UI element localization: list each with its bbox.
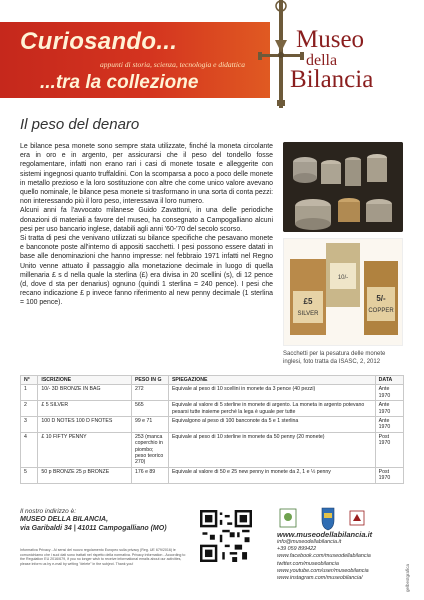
svg-text:£5: £5 [303, 297, 313, 306]
table-header-row [21, 376, 404, 385]
address-block [20, 508, 180, 533]
svg-text:SILVER: SILVER [297, 311, 319, 317]
regione-logo-icon [280, 509, 296, 527]
address-street: via Garibaldi 34 | 41011 Campogalliano (MO) [20, 525, 167, 532]
cell-spiegazione: Equivale al peso di 10 scellini in monete da 3 pence (40 pezzi) [168, 385, 375, 401]
cell-n: 3 [21, 417, 38, 433]
weights-table [20, 375, 404, 484]
cell-data: Ante 1970 [375, 385, 403, 401]
cell-peso: 176 e 89 [131, 467, 168, 483]
table-row [21, 417, 404, 433]
cell-peso: 272 [131, 385, 168, 401]
header-iscrizione: ISCRIZIONE [38, 376, 132, 385]
cell-spiegazione: Equivale al valore di 5 sterline in monete di argento. La moneta in argento potevano pesarsi tutte insieme perché la lega è uguale per tutte [168, 401, 375, 417]
curiosando-banner [0, 22, 270, 98]
address-intro: Il nostro indirizzo è: [20, 508, 76, 515]
banner-title: Curiosando... [20, 28, 178, 55]
cell-n: 2 [21, 401, 38, 417]
comune-crest-icon [322, 508, 334, 530]
banner-tagline: ...tra la collezione [40, 72, 199, 93]
website-link[interactable]: www.museodellabilancia.it [277, 530, 373, 539]
cell-iscrizione: 10/- 3D BRONZE IN BAG [38, 385, 132, 401]
phone-number: +39 059 899422 [277, 546, 317, 553]
twitter-link[interactable]: twitter.com/museobilancia [277, 560, 339, 567]
cell-data: Post 1970 [375, 432, 403, 467]
youtube-link[interactable]: www.youtube.com/user/museobilancia [277, 567, 369, 574]
banner-subtitle: appunti di storia, scienza, tecnologia e didattica [100, 60, 245, 69]
cell-n: 1 [21, 385, 38, 401]
logo-della: della [306, 52, 338, 69]
article-title: Il peso del denaro [20, 116, 140, 133]
photo-caption: Sacchetti per la pesatura delle monete inglesi, foto tratta da ISASC, 2, 2012 [283, 351, 386, 365]
table-row [21, 401, 404, 417]
article-paragraph: Alcuni anni fa l'avvocato milanese Guido Zavattoni, in una delle periodiche donazioni di materiali a favore del museo, ha consegnato a Campogalliano alcuni pesi per uso bancario inglese, databili agli anni '60-'70 del secolo scorso. [20, 207, 273, 233]
table-row [21, 385, 404, 401]
logo-bilancia: Bilancia [290, 66, 374, 93]
svg-text:10/-: 10/- [337, 275, 349, 281]
article-paragraph: Si tratta di pesi che venivano utilizzati su bilance specifiche che pesavano monete e banconote poste all'interno di appositi sacchetti. I pesi possono essere datati in base alle denominazioni che hanno impresse: nel febbraio 1971 infatti nel Regno Unito venne attuato il passaggio alla monetazione decimale in luogo di quella millenaria £ s d nella quale la sterlina (£) era divisa in 20 scellini (s), di 12 pence (d, dove d sta per denarius) ognuno (quindi 1 sterlina = 240 pence). I pesi che recano indicazione £ p invece fanno riferimento al new penny decimale (1 sterlina = 100 pence). [20, 235, 273, 307]
design-credit: gelbestgrafica [405, 563, 410, 592]
article-paragraph: Le bilance pesa monete sono sempre stata utilizzate, finché la moneta circolante era in oro e in argento, per assicurarsi che il peso del tondello fosse regolamentare, infatti non erano rari i casi di monete tosate e alleggerite con sistemi ingegnosi quanto truffaldini. Con la scomparsa a poco a poco delle monete in metallo prezioso e la loro sostituzione con altre che come unico valore avevano quello nominale, le bilance pesa monete si trasformano in una sorta di conta pezzi: non interessando più il loro peso, interessava il loro numero. [20, 143, 273, 206]
contacts-block [277, 530, 407, 582]
logo-museo: Museo [296, 26, 365, 53]
cell-iscrizione: 100 D NOTES 100 D FNOTES [38, 417, 132, 433]
privacy-notice: Informativa Privacy - Ai sensi del nuovo regolamento Europeo sulla privacy (Reg. UE 679/2016) le comunichiamo che i suoi dati sono trattati nel rispetto della normativa. Privacy information - According to the Regulation EU 2016/679, if you no longer wish to receive informational emails about our activities, please inform us by e-mail by writing "delete" in the subject. Thank you! [20, 548, 186, 566]
cell-peso: 253 (manca coperchio in piombo; peso teorico 270) [131, 432, 168, 467]
header-data: DATA [375, 376, 403, 385]
cell-iscrizione: £ 5 SILVER [38, 401, 132, 417]
instagram-link[interactable]: www.instagram.com/museobilancia/ [277, 575, 363, 582]
cell-spiegazione: Equivalgono al peso di 100 banconote da 5 e 1 sterlina [168, 417, 375, 433]
cell-peso: 99 e 71 [131, 417, 168, 433]
cell-spiegazione: Equivale al peso di 10 sterline in monete da 50 penny (20 monete) [168, 432, 375, 467]
header-peso: PESO IN G [131, 376, 168, 385]
email-link[interactable]: info@museodellabilancia.it [277, 539, 342, 545]
header-spiegazione: SPIEGAZIONE [168, 376, 375, 385]
svg-text:COPPER: COPPER [368, 308, 394, 314]
cell-data: Post 1970 [375, 467, 403, 483]
cell-iscrizione: 50 p BRONZE 25 p BRONZE [38, 467, 132, 483]
provincia-logo-icon [350, 511, 364, 525]
qr-code-icon[interactable] [200, 510, 252, 562]
cell-n: 4 [21, 432, 38, 467]
cell-peso: 565 [131, 401, 168, 417]
cell-iscrizione: £ 10 FIFTY PENNY [38, 432, 132, 467]
svg-text:5/-: 5/- [376, 294, 386, 303]
table-row [21, 467, 404, 483]
facebook-link[interactable]: www.facebook.com/museodellabilancia [277, 553, 371, 560]
photo-column [283, 142, 403, 366]
cell-n: 5 [21, 467, 38, 483]
table-row [21, 432, 404, 467]
coin-bags-photo [283, 238, 403, 346]
cell-data: Ante 1970 [375, 417, 403, 433]
weights-photo [283, 142, 403, 232]
article-body [20, 142, 273, 308]
header-n: N° [21, 376, 38, 385]
header [0, 0, 424, 108]
cell-data: Ante 1970 [375, 401, 403, 417]
cell-spiegazione: Equivale al valore di 50 e 25 new penny in monete da 2, 1 e ½ penny [168, 467, 375, 483]
address-name: MUSEO DELLA BILANCIA, [20, 516, 109, 523]
